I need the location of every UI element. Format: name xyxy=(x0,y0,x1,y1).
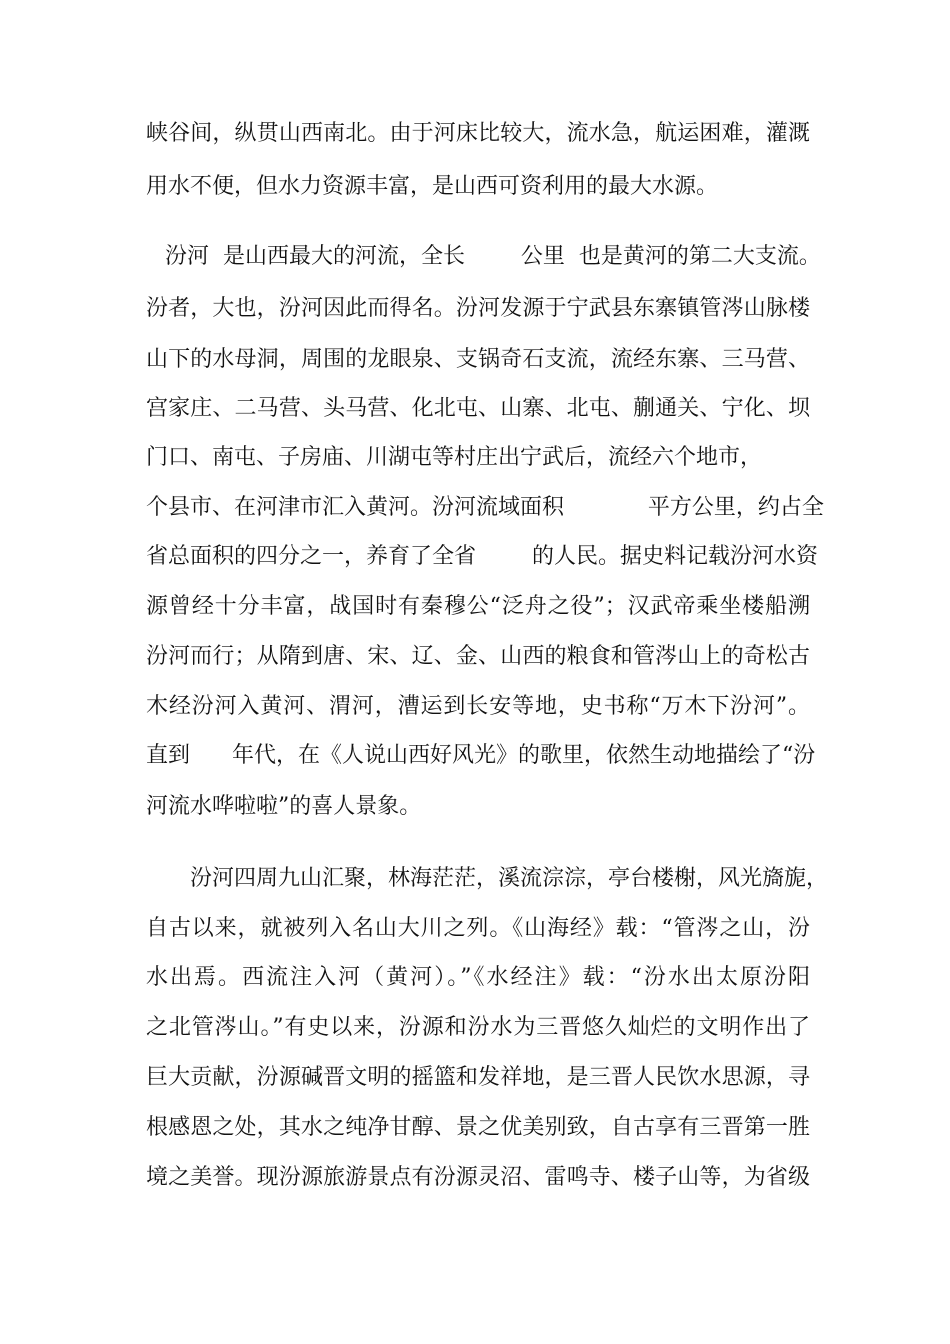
text-line: 省总面积的四分之一，养育了全省 的人民。据史料记载汾河水资 xyxy=(146,544,818,569)
text-line: 河流水哗啦啦”的喜人景象。 xyxy=(146,794,422,819)
text-line: 根感恩之处，其水之纯净甘醇、景之优美别致，自古享有三晋第一胜 xyxy=(146,1115,810,1140)
text-line: 木经汾河入黄河、渭河，漕运到长安等地，史书称“万木下汾河”。 xyxy=(146,694,810,719)
text-line: 巨大贡献，汾源碱晋文明的摇篮和发祥地，是三晋人民饮水思源，寻 xyxy=(146,1065,810,1090)
text-line: 汾者，大也，汾河因此而得名。汾河发源于宁武县东寨镇管涔山脉楼 xyxy=(146,296,810,321)
text-line: 个县市、在河津市汇入黄河。汾河流域面积 平方公里，约占全 xyxy=(146,495,824,520)
text-line: 汾河四周九山汇聚，林海茫茫，溪流淙淙，亭台楼榭，风光旖旎， xyxy=(190,866,829,891)
text-line: 境之美誉。现汾源旅游景点有汾源灵沼、雷鸣寺、楼子山等，为省级 xyxy=(146,1165,810,1190)
text-line: 直到 年代，在《人说山西好风光》的歌里，依然生动地描绘了“汾 xyxy=(146,743,816,768)
text-line: 用水不便，但水力资源丰富，是山西可资利用的最大水源。 xyxy=(146,174,719,199)
text-line: 源曾经十分丰富，战国时有秦穆公“泛舟之役”；汉武帝乘坐楼船溯 xyxy=(146,594,810,619)
text-line: 之北管涔山。”有史以来，汾源和汾水为三晋悠久灿烂的文明作出了 xyxy=(146,1015,810,1040)
text-line: 汾河 是山西最大的河流，全长 公里 也是黄河的第二大支流。 xyxy=(165,244,821,269)
text-line: 宫家庄、二马营、头马营、化北屯、山寨、北屯、蒯通关、宁化、坝 xyxy=(146,396,810,421)
text-line: 门口、南屯、子房庙、川湖屯等村庄出宁武后，流经六个地市， xyxy=(146,445,763,470)
text-line: 山下的水母洞，周围的龙眼泉、支锅奇石支流，流经东寨、三马营、 xyxy=(146,347,810,372)
text-line: 汾河而行；从隋到唐、宋、辽、金、山西的粮食和管涔山上的奇松古 xyxy=(146,644,810,669)
text-line: 水出焉。西流注入河（黄河）。”《水经注》载：“汾水出太原汾阳 xyxy=(146,965,810,990)
text-line: 自古以来，就被列入名山大川之列。《山海经》载：“管涔之山，汾 xyxy=(146,916,810,941)
text-line: 峡谷间，纵贯山西南北。由于河床比较大，流水急，航运困难，灌溉 xyxy=(146,121,810,146)
